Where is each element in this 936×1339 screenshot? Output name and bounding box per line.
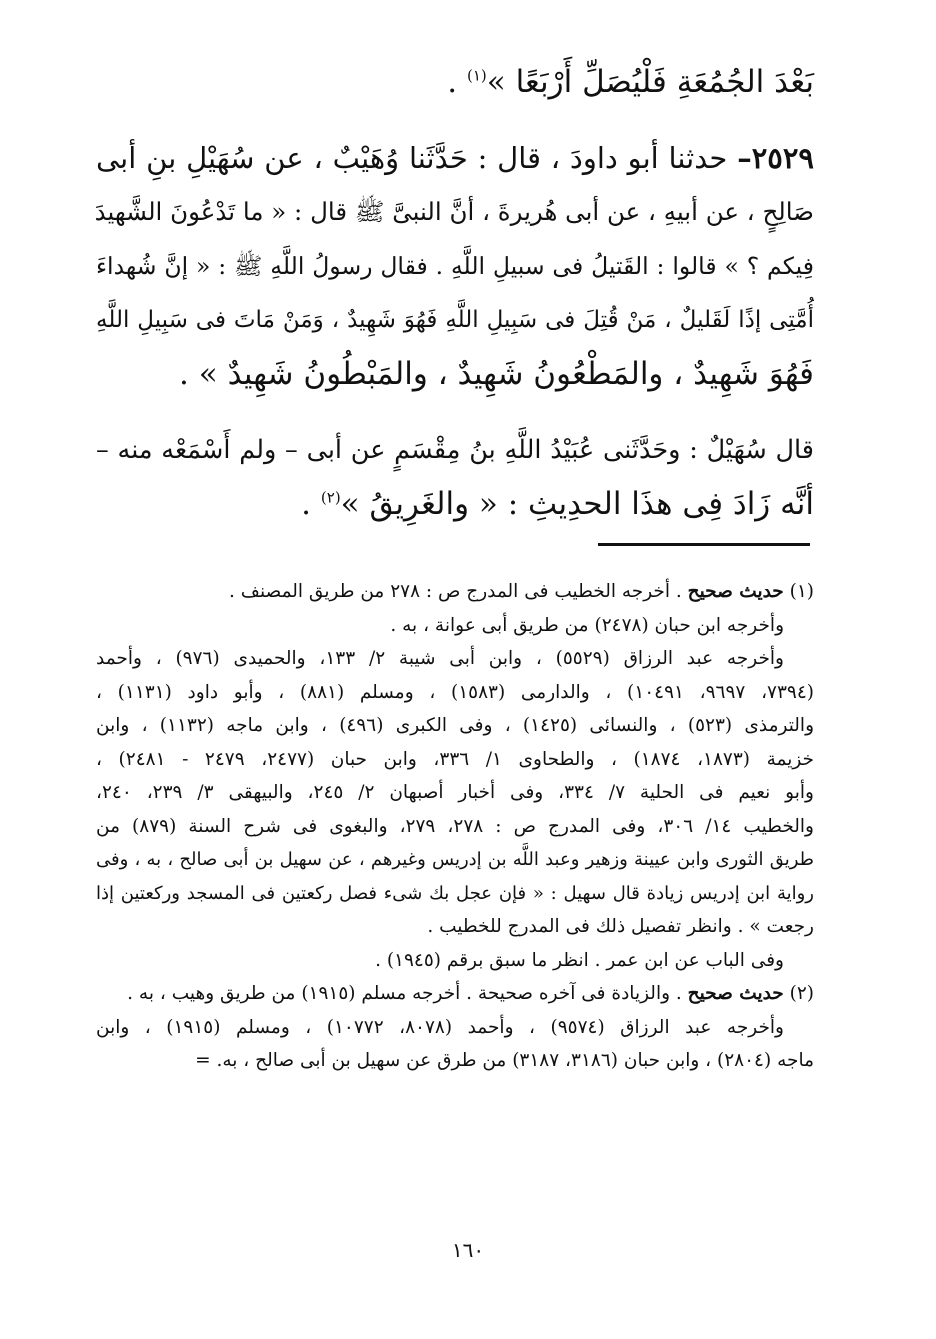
footnote-1-line: خزيمة (١٨٧٣، ١٨٧٤) ، والطحاوى ١/ ٣٣٦، وابن حبان (٢٤٧٧، ٢٤٧٩ - ٢٤٨١) ، (96, 748, 814, 770)
hadith-2529 (96, 131, 814, 401)
footnote-2-line (96, 977, 814, 1011)
footnotes (96, 575, 814, 1078)
hadith-text: حدثنا أبو داودَ ، قال : حَدَّثَنا وُهَيْبٌ ، عن سُهَيْلِ بنِ أبى (96, 141, 738, 175)
hadith-line: فِيكم ؟ » قالوا : القَتيلُ فى سبيلِ اللَّهِ . فقال رسولُ اللَّهِ ﷺ : « إنَّ شُهداءَ (96, 252, 814, 280)
continuation-line (96, 55, 814, 109)
page-number: ١٦٠ (451, 1238, 485, 1262)
suhail-line (96, 477, 814, 531)
continuation-end: . (447, 64, 467, 100)
suhail-addition (96, 423, 814, 531)
hadith-number: ٢٥٢٩– (737, 141, 814, 175)
footnote-1-line: رجعت » . وانظر تفصيل ذلك فى المدرج للخطيب . (427, 916, 814, 937)
hadith-line: فَهُوَ شَهِيدٌ ، والمَطْعُونُ شَهِيدٌ ، والمَبْطُونُ شَهِيدٌ » . (179, 356, 814, 392)
footnote-1-line: والترمذى (٥٢٣) ، والنسائى (١٤٢٥) ، وفى الكبرى (٤٩٦) ، وابن ماجه (١١٣٢) ، وابن (96, 715, 815, 736)
footnote-2-label: (٢) (783, 983, 814, 1004)
footnote-2-grade: حديث صحيح (687, 983, 784, 1004)
footnote-divider (598, 543, 810, 546)
footnote-1-line: رواية ابن إدريس زيادة قال سهيل : « فإن عجل بك شىء فصل ركعتين فى المسجد وركعتين إذا (96, 882, 814, 904)
suhail-text: أنَّه زَادَ فِى هذَا الحدِيثِ : « والغَرِيقُ » (340, 486, 814, 522)
footnote-2-line: وأخرجه عبد الرزاق (٩٥٧٤) ، وأحمد (٨٠٧٨، ١٠٧٧٢) ، ومسلم (١٩١٥) ، وابن (96, 1016, 784, 1038)
hadith-line (96, 131, 814, 185)
hadith-line: صَالِحٍ ، عن أبيهِ ، عن أبى هُريرةَ ، أنَّ النبىَّ ﷺ قال : « ما تَدْعُونَ الشَّهيدَ (94, 197, 814, 226)
footnote-1-line: وأبو نعيم فى الحلية ٧/ ٣٣٤، وفى أخبار أصبهان ٢/ ٢٤٥، والبيهقى ٣/ ٢٣٩، ٢٤٠، (96, 782, 814, 803)
footnote-1-line: طريق الثورى وابن عيينة وزهير وعبد اللَّه بن إدريس وغيرهم ، عن سهيل بن أبى صالح ، به ، وفى (96, 849, 814, 870)
footnote-ref-2: (٢) (320, 488, 341, 507)
suhail-end: . (301, 486, 321, 522)
footnote-1-line: (٧٣٩٤، ٩٦٩٧، ١٠٤٩١) ، والدارمى (١٥٨٣) ، ومسلم (٨٨١) ، وأبو داود (١١٣١) ، (96, 681, 815, 703)
suhail-line: قال سُهَيْلٌ : وحَدَّثَنى عُبَيْدُ اللَّهِ بنُ مِقْسَمٍ عن أبى – ولم أَسْمَعْه منه – (96, 435, 814, 465)
continuation-text: بَعْدَ الجُمُعَةِ فَلْيُصَلِّ أَرْبَعًا » (486, 64, 814, 100)
footnote-1-line: وفى الباب عن ابن عمر . انظر ما سبق برقم (١٩٤٥) . (375, 949, 784, 971)
footnote-2-text: . والزيادة فى آخره صحيحة . أخرجه مسلم (١٩١٥) من طريق وهيب ، به . (127, 983, 688, 1004)
footnote-1-grade: حديث صحيح (687, 581, 784, 602)
footnote-2-line: ماجه (٢٨٠٤) ، وابن حبان (٣١٨٦، ٣١٨٧) من طرق عن سهيل بن أبى صالح ، به. = (195, 1050, 814, 1071)
footnote-1-label: (١) (783, 581, 814, 602)
footnote-1-text: . أخرجه الخطيب فى المدرج ص : ٢٧٨ من طريق المصنف . (229, 581, 688, 602)
hadith-line: أُمَّتِى إذًا لَقَليلٌ ، مَنْ قُتِلَ فى سَبِيلِ اللَّهِ فَهُوَ شَهِيدٌ ، وَمَنْ مَاتَ فى سَبِيلِ اللَّهِ (96, 307, 814, 333)
footnote-1-line: وأخرجه ابن حبان (٢٤٧٨) من طريق أبى عوانة ، به . (390, 614, 784, 636)
footnote-1-line: وأخرجه عبد الرزاق (٥٥٢٩) ، وابن أبى شيبة ٢/ ١٣٣، والحميدى (٩٧٦) ، وأحمد (96, 648, 784, 669)
footnote-1-line (96, 575, 814, 609)
footnote-1-line: والخطيب ١٤/ ٣٠٦، وفى المدرج ص : ٢٧٨، ٢٧٩، والبغوى فى شرح السنة (٨٧٩) من (96, 815, 814, 837)
footnote-ref-1: (١) (467, 66, 487, 85)
main-text (96, 55, 814, 531)
